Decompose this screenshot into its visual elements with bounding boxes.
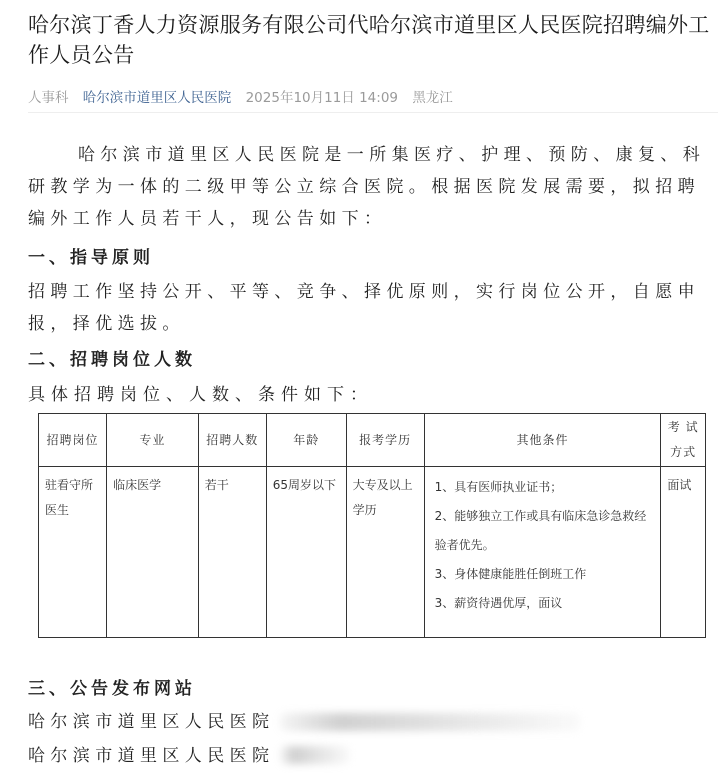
table-header-cell: 专业 xyxy=(107,414,199,467)
condition-item: 1、具有医师执业证书； xyxy=(434,480,563,494)
condition-item: 2、能够独立工作或具有临床急诊急救经验者优先。 xyxy=(434,509,647,552)
table-cell-exam: 面试 xyxy=(661,467,706,638)
table-header-cell: 报考学历 xyxy=(346,414,424,467)
section-heading-principles: 一、指导原则 xyxy=(28,248,154,268)
table-header-cell: 其他条件 xyxy=(424,414,661,467)
table-header-row xyxy=(39,414,706,467)
meta-datetime: 2025年10月11日 14:09 xyxy=(245,90,399,106)
divider xyxy=(28,112,718,113)
table-cell-count: 若干 xyxy=(198,467,266,638)
meta-source-link[interactable]: 哈尔滨市道里区人民医院 xyxy=(82,90,232,106)
table-header-cell: 招聘人数 xyxy=(198,414,266,467)
table-cell-major: 临床医学 xyxy=(107,467,199,638)
table-header-cell: 考 试方式 xyxy=(661,414,706,467)
meta-category[interactable]: 人事科 xyxy=(28,90,69,106)
condition-item: 3、薪资待遇优厚，面议 xyxy=(434,596,563,610)
website-line: 哈尔滨市道里区人民医院 xyxy=(28,746,275,766)
table-cell-education: 大专及以上学历 xyxy=(346,467,424,638)
meta-region: 黑龙江 xyxy=(412,90,453,106)
table-header-cell: 年龄 xyxy=(266,414,346,467)
table-row xyxy=(39,467,706,638)
redacted-blur xyxy=(280,746,350,764)
website-line: 哈尔滨市道里区人民医院 xyxy=(28,712,275,732)
principles-paragraph: 招聘工作坚持公开、平等、竞争、择优原则，实行岗位公开，自愿申报，择优选拔。 xyxy=(28,282,700,334)
table-header-cell: 招聘岗位 xyxy=(39,414,107,467)
table-cell-conditions xyxy=(424,467,661,638)
intro-paragraph: 哈尔滨市道里区人民医院是一所集医疗、护理、预防、康复、科研教学为一体的二级甲等公立综合医院。根据医院发展需要，拟招聘编外工作人员若干人，现公告如下： xyxy=(28,145,706,229)
positions-paragraph: 具体招聘岗位、人数、条件如下： xyxy=(28,385,373,405)
table-cell-position: 驻看守所医生 xyxy=(39,467,107,638)
article-meta xyxy=(28,86,463,106)
recruitment-table xyxy=(38,413,706,638)
section-heading-positions: 二、招聘岗位人数 xyxy=(28,350,196,370)
redacted-blur xyxy=(280,713,580,731)
condition-item: 3、身体健康能胜任倒班工作 xyxy=(434,567,587,581)
article-title: 哈尔滨丁香人力资源服务有限公司代哈尔滨市道里区人民医院招聘编外工作人员公告 xyxy=(28,13,710,67)
table-cell-age: 65周岁以下 xyxy=(266,467,346,638)
section-heading-websites: 三、公告发布网站 xyxy=(28,679,196,699)
